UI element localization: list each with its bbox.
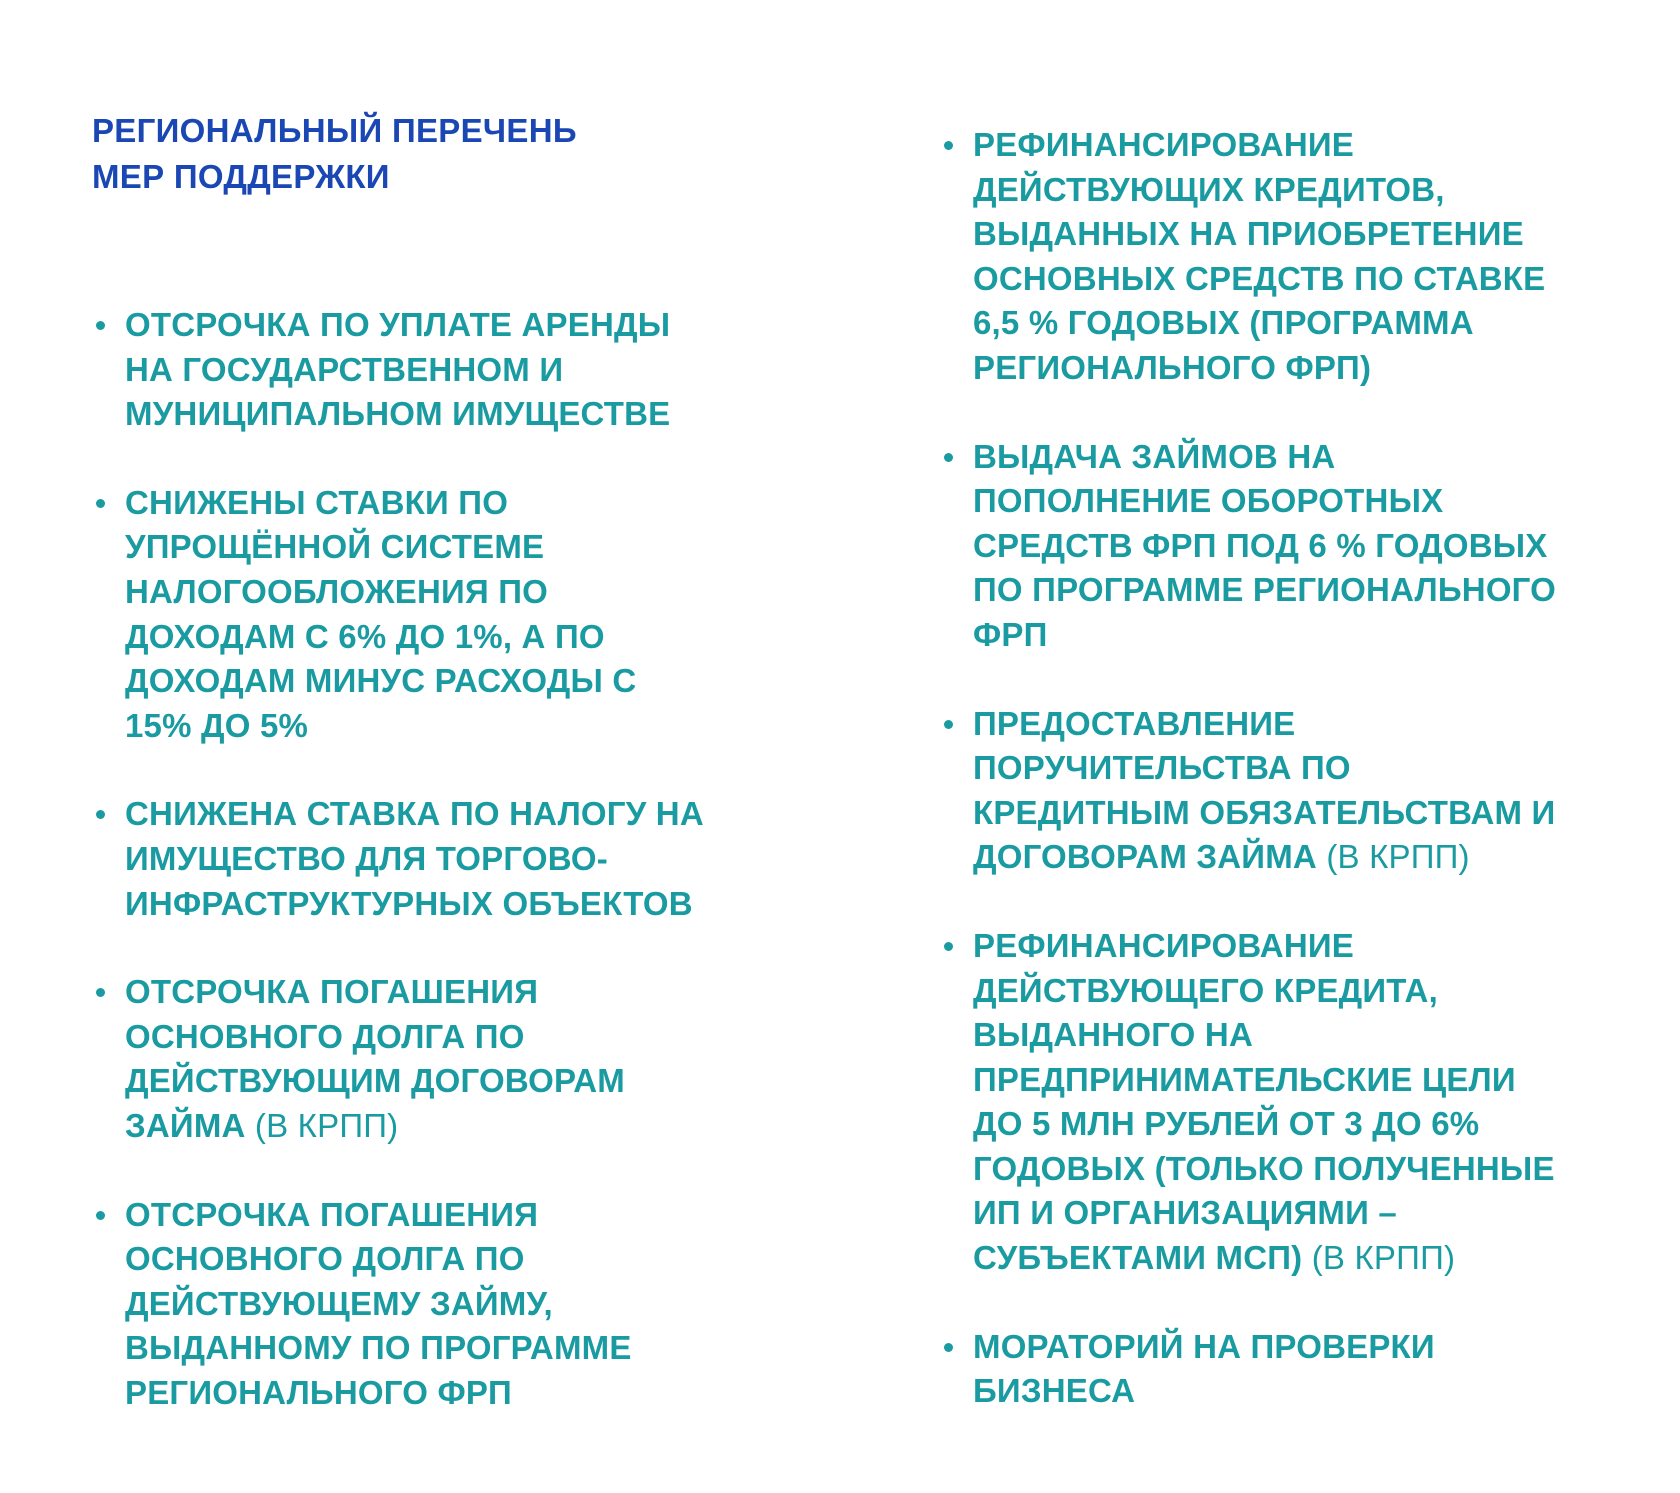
list-item xyxy=(92,792,792,926)
bullet-icon xyxy=(944,1343,953,1352)
list-item-line: ИП И ОРГАНИЗАЦИЯМИ – xyxy=(973,1194,1397,1232)
list-item-line: СРЕДСТВ ФРП ПОД 6 % ГОДОВЫХ xyxy=(973,526,1548,564)
list-item-line: ОСНОВНОГО ДОЛГА ПО xyxy=(125,1240,525,1278)
list-item xyxy=(940,702,1660,880)
list-item-line: ОСНОВНЫХ СРЕДСТВ ПО СТАВКЕ xyxy=(973,259,1546,297)
list-item-line: МУНИЦИПАЛЬНОМ ИМУЩЕСТВЕ xyxy=(125,395,671,433)
page-title-line-2: МЕР ПОДДЕРЖКИ xyxy=(92,158,390,195)
left-measures-list xyxy=(92,303,792,1459)
bullet-icon xyxy=(96,499,105,508)
list-item-line: РЕГИОНАЛЬНОГО ФРП) xyxy=(973,348,1372,386)
list-item xyxy=(92,1193,792,1416)
bullet-icon xyxy=(944,141,953,150)
list-item xyxy=(92,481,792,749)
list-item-line: ДО 5 МЛН РУБЛЕЙ ОТ 3 ДО 6% xyxy=(973,1105,1480,1143)
list-item-line: НА ГОСУДАРСТВЕННОМ И xyxy=(125,350,564,388)
list-item-line: ВЫДАЧА ЗАЙМОВ НА xyxy=(973,437,1336,475)
list-item xyxy=(940,435,1660,658)
list-item-line: ИНФРАСТРУКТУРНЫХ ОБЪЕКТОВ xyxy=(125,884,693,922)
bullet-icon xyxy=(96,321,105,330)
list-item-line: ДЕЙСТВУЮЩЕГО КРЕДИТА, xyxy=(973,971,1438,1009)
list-item-line: СУБЪЕКТАМИ МСП) (В КРПП) xyxy=(973,1239,1456,1277)
list-item-line: ДЕЙСТВУЮЩИМ ДОГОВОРАМ xyxy=(125,1062,625,1100)
bullet-icon xyxy=(96,988,105,997)
bullet-icon xyxy=(944,720,953,729)
list-item-line: РЕГИОНАЛЬНОГО ФРП xyxy=(125,1373,512,1411)
list-item-line: НАЛОГООБЛОЖЕНИЯ ПО xyxy=(125,572,549,610)
list-item xyxy=(92,970,792,1148)
list-item-line: ВЫДАННОГО НА xyxy=(973,1016,1253,1054)
list-item xyxy=(940,924,1660,1281)
list-item-line: ПОРУЧИТЕЛЬСТВА ПО xyxy=(973,749,1351,787)
list-item-line: ДОГОВОРАМ ЗАЙМА (В КРПП) xyxy=(973,838,1470,876)
list-item-line: ЗАЙМА (В КРПП) xyxy=(125,1106,399,1144)
list-item-note: (В КРПП) xyxy=(1316,838,1470,876)
list-item-line: ОТСРОЧКА ПО УПЛАТЕ АРЕНДЫ xyxy=(125,306,671,343)
list-item-line: ДЕЙСТВУЮЩИХ КРЕДИТОВ, xyxy=(973,170,1445,208)
list-item-line: ПРЕДОСТАВЛЕНИЕ xyxy=(973,704,1296,742)
page-title-line-1: РЕГИОНАЛЬНЫЙ ПЕРЕЧЕНЬ xyxy=(92,112,577,149)
list-item-line: ФРП xyxy=(973,615,1048,653)
right-measures-list xyxy=(940,123,1660,1458)
list-item-line: ИМУЩЕСТВО ДЛЯ ТОРГОВО- xyxy=(125,839,608,877)
list-item-line: СНИЖЕНЫ СТАВКИ ПО xyxy=(125,483,509,521)
bullet-icon xyxy=(96,810,105,819)
list-item-line: ВЫДАННОМУ ПО ПРОГРАММЕ xyxy=(125,1329,632,1367)
list-item-line: 15% ДО 5% xyxy=(125,706,309,744)
bullet-icon xyxy=(96,1211,105,1220)
list-item-line: ОТСРОЧКА ПОГАШЕНИЯ xyxy=(125,1195,539,1233)
list-item-line: КРЕДИТНЫМ ОБЯЗАТЕЛЬСТВАМ И xyxy=(973,793,1556,831)
list-item-line: ДЕЙСТВУЮЩЕМУ ЗАЙМУ, xyxy=(125,1284,553,1322)
list-item-line: ДОХОДАМ МИНУС РАСХОДЫ С xyxy=(125,662,637,700)
list-item-note: (В КРПП) xyxy=(1302,1239,1456,1277)
list-item-line: 6,5 % ГОДОВЫХ (ПРОГРАММА xyxy=(973,304,1474,342)
page-title xyxy=(92,108,577,200)
list-item xyxy=(940,123,1660,391)
list-item-line: ГОДОВЫХ (ТОЛЬКО ПОЛУЧЕННЫЕ xyxy=(973,1149,1555,1187)
list-item-line: ДОХОДАМ С 6% ДО 1%, А ПО xyxy=(125,617,605,655)
list-item-line: ОСНОВНОГО ДОЛГА ПО xyxy=(125,1017,525,1055)
list-item-line: УПРОЩЁННОЙ СИСТЕМЕ xyxy=(125,528,545,566)
list-item xyxy=(92,303,792,437)
list-item-line: ПОПОЛНЕНИЕ ОБОРОТНЫХ xyxy=(973,482,1444,520)
bullet-icon xyxy=(944,942,953,951)
list-item-line: ОТСРОЧКА ПОГАШЕНИЯ xyxy=(125,973,539,1011)
list-item-line: ВЫДАННЫХ НА ПРИОБРЕТЕНИЕ xyxy=(973,215,1524,253)
list-item-line: БИЗНЕСА xyxy=(973,1372,1136,1410)
bullet-icon xyxy=(944,453,953,462)
list-item xyxy=(940,1325,1660,1414)
list-item-note: (В КРПП) xyxy=(245,1106,399,1144)
list-item-line: СНИЖЕНА СТАВКА ПО НАЛОГУ НА xyxy=(125,795,704,833)
list-item-line: РЕФИНАНСИРОВАНИЕ xyxy=(973,926,1354,964)
list-item-line: ПРЕДПРИНИМАТЕЛЬСКИЕ ЦЕЛИ xyxy=(973,1060,1516,1098)
list-item-line: РЕФИНАНСИРОВАНИЕ xyxy=(973,126,1354,163)
list-item-line: ПО ПРОГРАММЕ РЕГИОНАЛЬНОГО xyxy=(973,571,1557,609)
list-item-line: МОРАТОРИЙ НА ПРОВЕРКИ xyxy=(973,1327,1435,1365)
